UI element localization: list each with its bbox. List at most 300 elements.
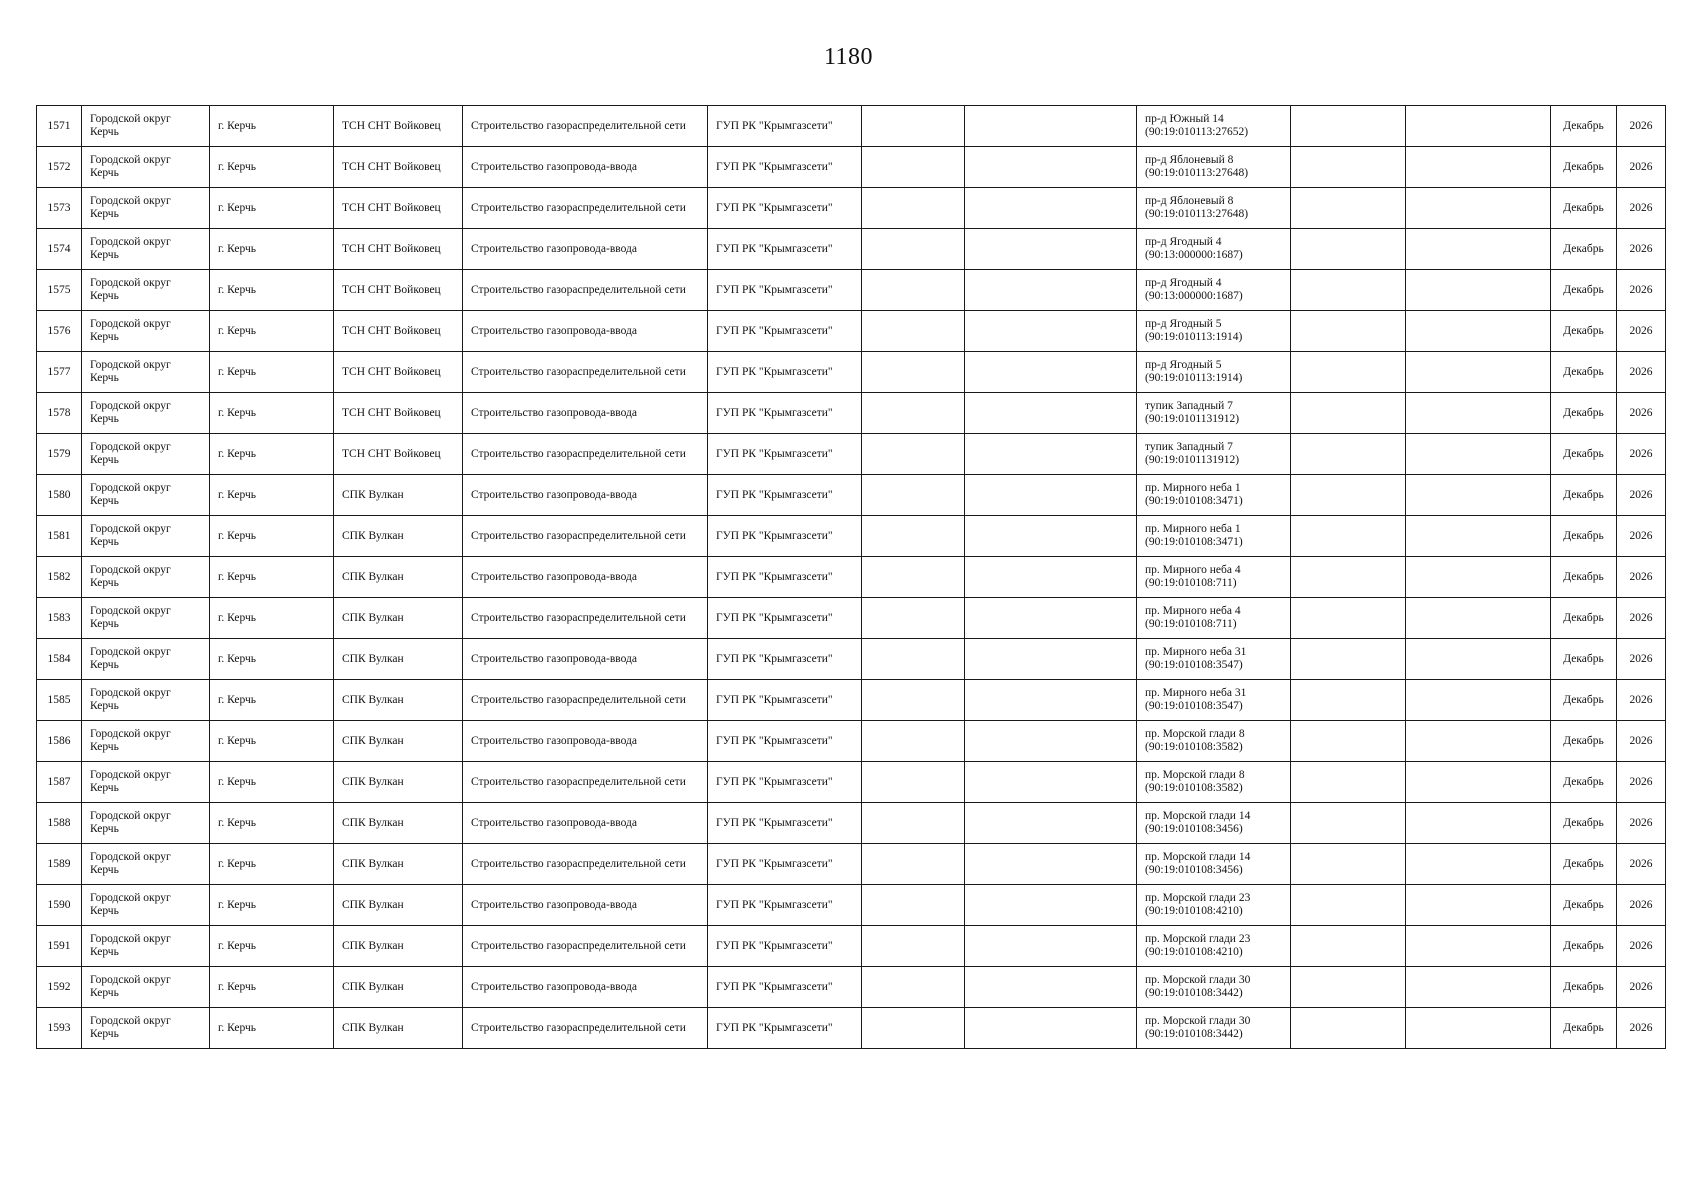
blank-col-1-cell — [862, 639, 965, 680]
city-cell: г. Керчь — [210, 516, 334, 557]
blank-col-2-cell — [965, 475, 1137, 516]
organization-cell: СПК Вулкан — [334, 926, 463, 967]
contractor-cell: ГУП РК "Крымгазсети" — [708, 229, 862, 270]
blank-col-1-cell — [862, 926, 965, 967]
year-cell: 2026 — [1617, 844, 1666, 885]
municipality-cell: Городской округ Керчь — [82, 106, 210, 147]
municipality-cell: Городской округ Керчь — [82, 270, 210, 311]
table-row — [37, 926, 1666, 967]
month-cell: Декабрь — [1551, 188, 1617, 229]
work-type-cell: Строительство газораспределительной сети — [463, 270, 708, 311]
blank-col-3-cell — [1291, 475, 1406, 516]
organization-cell: ТСН СНТ Войковец — [334, 229, 463, 270]
city-cell: г. Керчь — [210, 844, 334, 885]
year-cell: 2026 — [1617, 557, 1666, 598]
blank-col-1-cell — [862, 967, 965, 1008]
blank-col-2-cell — [965, 844, 1137, 885]
year-cell: 2026 — [1617, 885, 1666, 926]
address-cell: пр. Мирного неба 31 (90:19:010108:3547) — [1137, 680, 1291, 721]
work-type-cell: Строительство газораспределительной сети — [463, 516, 708, 557]
municipality-cell: Городской округ Керчь — [82, 434, 210, 475]
table-row — [37, 188, 1666, 229]
organization-cell: ТСН СНТ Войковец — [334, 393, 463, 434]
address-cell: пр. Морской глади 30 (90:19:010108:3442) — [1137, 1008, 1291, 1049]
year-cell: 2026 — [1617, 106, 1666, 147]
city-cell: г. Керчь — [210, 352, 334, 393]
work-type-cell: Строительство газораспределительной сети — [463, 1008, 708, 1049]
blank-col-4-cell — [1406, 188, 1551, 229]
row-number-cell: 1582 — [37, 557, 82, 598]
blank-col-2-cell — [965, 393, 1137, 434]
blank-col-3-cell — [1291, 557, 1406, 598]
year-cell: 2026 — [1617, 762, 1666, 803]
blank-col-2-cell — [965, 229, 1137, 270]
blank-col-1-cell — [862, 311, 965, 352]
row-number-cell: 1572 — [37, 147, 82, 188]
blank-col-4-cell — [1406, 598, 1551, 639]
year-cell: 2026 — [1617, 967, 1666, 1008]
year-cell: 2026 — [1617, 1008, 1666, 1049]
blank-col-1-cell — [862, 188, 965, 229]
year-cell: 2026 — [1617, 229, 1666, 270]
address-cell: пр-д Ягодный 4 (90:13:000000:1687) — [1137, 229, 1291, 270]
blank-col-3-cell — [1291, 434, 1406, 475]
table-row — [37, 270, 1666, 311]
organization-cell: ТСН СНТ Войковец — [334, 311, 463, 352]
address-cell: пр-д Ягодный 5 (90:19:010113:1914) — [1137, 311, 1291, 352]
blank-col-1-cell — [862, 885, 965, 926]
blank-col-4-cell — [1406, 270, 1551, 311]
organization-cell: СПК Вулкан — [334, 557, 463, 598]
work-type-cell: Строительство газопровода-ввода — [463, 229, 708, 270]
contractor-cell: ГУП РК "Крымгазсети" — [708, 311, 862, 352]
blank-col-1-cell — [862, 147, 965, 188]
blank-col-2-cell — [965, 803, 1137, 844]
year-cell: 2026 — [1617, 270, 1666, 311]
contractor-cell: ГУП РК "Крымгазсети" — [708, 434, 862, 475]
city-cell: г. Керчь — [210, 434, 334, 475]
year-cell: 2026 — [1617, 598, 1666, 639]
blank-col-4-cell — [1406, 393, 1551, 434]
row-number-cell: 1571 — [37, 106, 82, 147]
blank-col-1-cell — [862, 598, 965, 639]
blank-col-1-cell — [862, 352, 965, 393]
month-cell: Декабрь — [1551, 147, 1617, 188]
blank-col-1-cell — [862, 721, 965, 762]
contractor-cell: ГУП РК "Крымгазсети" — [708, 106, 862, 147]
blank-col-4-cell — [1406, 229, 1551, 270]
blank-col-4-cell — [1406, 680, 1551, 721]
city-cell: г. Керчь — [210, 270, 334, 311]
blank-col-4-cell — [1406, 475, 1551, 516]
blank-col-2-cell — [965, 147, 1137, 188]
blank-col-3-cell — [1291, 270, 1406, 311]
row-number-cell: 1577 — [37, 352, 82, 393]
blank-col-2-cell — [965, 885, 1137, 926]
blank-col-2-cell — [965, 721, 1137, 762]
contractor-cell: ГУП РК "Крымгазсети" — [708, 1008, 862, 1049]
row-number-cell: 1590 — [37, 885, 82, 926]
year-cell: 2026 — [1617, 434, 1666, 475]
month-cell: Декабрь — [1551, 926, 1617, 967]
city-cell: г. Керчь — [210, 885, 334, 926]
month-cell: Декабрь — [1551, 762, 1617, 803]
contractor-cell: ГУП РК "Крымгазсети" — [708, 680, 862, 721]
table-row — [37, 434, 1666, 475]
row-number-cell: 1583 — [37, 598, 82, 639]
month-cell: Декабрь — [1551, 270, 1617, 311]
month-cell: Декабрь — [1551, 803, 1617, 844]
blank-col-1-cell — [862, 516, 965, 557]
blank-col-3-cell — [1291, 188, 1406, 229]
organization-cell: СПК Вулкан — [334, 475, 463, 516]
contractor-cell: ГУП РК "Крымгазсети" — [708, 188, 862, 229]
organization-cell: СПК Вулкан — [334, 762, 463, 803]
table-row — [37, 885, 1666, 926]
year-cell: 2026 — [1617, 926, 1666, 967]
month-cell: Декабрь — [1551, 721, 1617, 762]
month-cell: Декабрь — [1551, 680, 1617, 721]
address-cell: пр. Мирного неба 4 (90:19:010108:711) — [1137, 557, 1291, 598]
address-cell: пр. Морской глади 8 (90:19:010108:3582) — [1137, 721, 1291, 762]
address-cell: пр. Мирного неба 4 (90:19:010108:711) — [1137, 598, 1291, 639]
table-row — [37, 393, 1666, 434]
blank-col-1-cell — [862, 106, 965, 147]
contractor-cell: ГУП РК "Крымгазсети" — [708, 926, 862, 967]
municipality-cell: Городской округ Керчь — [82, 598, 210, 639]
year-cell: 2026 — [1617, 311, 1666, 352]
blank-col-4-cell — [1406, 639, 1551, 680]
table-row — [37, 598, 1666, 639]
municipality-cell: Городской округ Керчь — [82, 557, 210, 598]
blank-col-1-cell — [862, 229, 965, 270]
row-number-cell: 1579 — [37, 434, 82, 475]
city-cell: г. Керчь — [210, 311, 334, 352]
blank-col-3-cell — [1291, 1008, 1406, 1049]
city-cell: г. Керчь — [210, 803, 334, 844]
blank-col-3-cell — [1291, 762, 1406, 803]
blank-col-3-cell — [1291, 229, 1406, 270]
blank-col-4-cell — [1406, 844, 1551, 885]
municipality-cell: Городской округ Керчь — [82, 762, 210, 803]
organization-cell: СПК Вулкан — [334, 967, 463, 1008]
blank-col-2-cell — [965, 557, 1137, 598]
contractor-cell: ГУП РК "Крымгазсети" — [708, 557, 862, 598]
row-number-cell: 1586 — [37, 721, 82, 762]
municipality-cell: Городской округ Керчь — [82, 475, 210, 516]
table-row — [37, 475, 1666, 516]
work-type-cell: Строительство газораспределительной сети — [463, 434, 708, 475]
blank-col-2-cell — [965, 188, 1137, 229]
organization-cell: СПК Вулкан — [334, 721, 463, 762]
municipality-cell: Городской округ Керчь — [82, 147, 210, 188]
row-number-cell: 1585 — [37, 680, 82, 721]
contractor-cell: ГУП РК "Крымгазсети" — [708, 721, 862, 762]
municipality-cell: Городской округ Керчь — [82, 721, 210, 762]
blank-col-2-cell — [965, 270, 1137, 311]
work-type-cell: Строительство газопровода-ввода — [463, 393, 708, 434]
month-cell: Декабрь — [1551, 598, 1617, 639]
city-cell: г. Керчь — [210, 598, 334, 639]
month-cell: Декабрь — [1551, 106, 1617, 147]
municipality-cell: Городской округ Керчь — [82, 311, 210, 352]
contractor-cell: ГУП РК "Крымгазсети" — [708, 762, 862, 803]
blank-col-1-cell — [862, 434, 965, 475]
contractor-cell: ГУП РК "Крымгазсети" — [708, 967, 862, 1008]
organization-cell: СПК Вулкан — [334, 639, 463, 680]
blank-col-3-cell — [1291, 680, 1406, 721]
contractor-cell: ГУП РК "Крымгазсети" — [708, 885, 862, 926]
municipality-cell: Городской округ Керчь — [82, 844, 210, 885]
table-row — [37, 721, 1666, 762]
blank-col-1-cell — [862, 803, 965, 844]
city-cell: г. Керчь — [210, 557, 334, 598]
blank-col-3-cell — [1291, 516, 1406, 557]
municipality-cell: Городской округ Керчь — [82, 188, 210, 229]
city-cell: г. Керчь — [210, 926, 334, 967]
month-cell: Декабрь — [1551, 639, 1617, 680]
month-cell: Декабрь — [1551, 434, 1617, 475]
table-row — [37, 639, 1666, 680]
year-cell: 2026 — [1617, 147, 1666, 188]
month-cell: Декабрь — [1551, 557, 1617, 598]
blank-col-4-cell — [1406, 352, 1551, 393]
blank-col-4-cell — [1406, 762, 1551, 803]
month-cell: Декабрь — [1551, 393, 1617, 434]
organization-cell: СПК Вулкан — [334, 680, 463, 721]
blank-col-2-cell — [965, 680, 1137, 721]
table-row — [37, 1008, 1666, 1049]
work-type-cell: Строительство газораспределительной сети — [463, 352, 708, 393]
blank-col-1-cell — [862, 680, 965, 721]
blank-col-4-cell — [1406, 434, 1551, 475]
municipality-cell: Городской округ Керчь — [82, 516, 210, 557]
month-cell: Декабрь — [1551, 475, 1617, 516]
work-type-cell: Строительство газораспределительной сети — [463, 188, 708, 229]
month-cell: Декабрь — [1551, 352, 1617, 393]
table-row — [37, 967, 1666, 1008]
registry-table — [36, 105, 1666, 1049]
address-cell: пр. Мирного неба 1 (90:19:010108:3471) — [1137, 475, 1291, 516]
blank-col-1-cell — [862, 762, 965, 803]
contractor-cell: ГУП РК "Крымгазсети" — [708, 639, 862, 680]
work-type-cell: Строительство газопровода-ввода — [463, 885, 708, 926]
work-type-cell: Строительство газораспределительной сети — [463, 844, 708, 885]
blank-col-3-cell — [1291, 885, 1406, 926]
contractor-cell: ГУП РК "Крымгазсети" — [708, 598, 862, 639]
blank-col-2-cell — [965, 598, 1137, 639]
blank-col-2-cell — [965, 926, 1137, 967]
work-type-cell: Строительство газопровода-ввода — [463, 721, 708, 762]
city-cell: г. Керчь — [210, 188, 334, 229]
blank-col-3-cell — [1291, 147, 1406, 188]
table-row — [37, 557, 1666, 598]
contractor-cell: ГУП РК "Крымгазсети" — [708, 844, 862, 885]
work-type-cell: Строительство газопровода-ввода — [463, 639, 708, 680]
city-cell: г. Керчь — [210, 229, 334, 270]
blank-col-1-cell — [862, 557, 965, 598]
contractor-cell: ГУП РК "Крымгазсети" — [708, 352, 862, 393]
municipality-cell: Городской округ Керчь — [82, 680, 210, 721]
municipality-cell: Городской округ Керчь — [82, 803, 210, 844]
municipality-cell: Городской округ Керчь — [82, 885, 210, 926]
work-type-cell: Строительство газораспределительной сети — [463, 598, 708, 639]
city-cell: г. Керчь — [210, 721, 334, 762]
table-row — [37, 311, 1666, 352]
row-number-cell: 1592 — [37, 967, 82, 1008]
organization-cell: СПК Вулкан — [334, 1008, 463, 1049]
city-cell: г. Керчь — [210, 762, 334, 803]
blank-col-3-cell — [1291, 639, 1406, 680]
address-cell: пр-д Южный 14 (90:19:010113:27652) — [1137, 106, 1291, 147]
municipality-cell: Городской округ Керчь — [82, 639, 210, 680]
organization-cell: ТСН СНТ Войковец — [334, 352, 463, 393]
address-cell: пр-д Ягодный 4 (90:13:000000:1687) — [1137, 270, 1291, 311]
city-cell: г. Керчь — [210, 147, 334, 188]
address-cell: пр. Мирного неба 1 (90:19:010108:3471) — [1137, 516, 1291, 557]
address-cell: пр. Морской глади 23 (90:19:010108:4210) — [1137, 885, 1291, 926]
blank-col-1-cell — [862, 270, 965, 311]
month-cell: Декабрь — [1551, 1008, 1617, 1049]
year-cell: 2026 — [1617, 475, 1666, 516]
contractor-cell: ГУП РК "Крымгазсети" — [708, 270, 862, 311]
organization-cell: ТСН СНТ Войковец — [334, 270, 463, 311]
work-type-cell: Строительство газораспределительной сети — [463, 926, 708, 967]
blank-col-1-cell — [862, 1008, 965, 1049]
table-row — [37, 229, 1666, 270]
city-cell: г. Керчь — [210, 1008, 334, 1049]
row-number-cell: 1588 — [37, 803, 82, 844]
blank-col-2-cell — [965, 1008, 1137, 1049]
blank-col-4-cell — [1406, 557, 1551, 598]
organization-cell: ТСН СНТ Войковец — [334, 147, 463, 188]
work-type-cell: Строительство газораспределительной сети — [463, 106, 708, 147]
blank-col-3-cell — [1291, 598, 1406, 639]
work-type-cell: Строительство газораспределительной сети — [463, 680, 708, 721]
year-cell: 2026 — [1617, 803, 1666, 844]
work-type-cell: Строительство газопровода-ввода — [463, 803, 708, 844]
organization-cell: СПК Вулкан — [334, 885, 463, 926]
city-cell: г. Керчь — [210, 967, 334, 1008]
work-type-cell: Строительство газопровода-ввода — [463, 147, 708, 188]
contractor-cell: ГУП РК "Крымгазсети" — [708, 393, 862, 434]
year-cell: 2026 — [1617, 680, 1666, 721]
blank-col-2-cell — [965, 639, 1137, 680]
city-cell: г. Керчь — [210, 680, 334, 721]
organization-cell: ТСН СНТ Войковец — [334, 106, 463, 147]
address-cell: пр. Морской глади 14 (90:19:010108:3456) — [1137, 803, 1291, 844]
address-cell: пр. Морской глади 8 (90:19:010108:3582) — [1137, 762, 1291, 803]
blank-col-2-cell — [965, 311, 1137, 352]
row-number-cell: 1587 — [37, 762, 82, 803]
table-body — [37, 106, 1666, 1049]
contractor-cell: ГУП РК "Крымгазсети" — [708, 147, 862, 188]
blank-col-1-cell — [862, 475, 965, 516]
month-cell: Декабрь — [1551, 844, 1617, 885]
organization-cell: СПК Вулкан — [334, 598, 463, 639]
organization-cell: СПК Вулкан — [334, 844, 463, 885]
municipality-cell: Городской округ Керчь — [82, 967, 210, 1008]
row-number-cell: 1576 — [37, 311, 82, 352]
blank-col-1-cell — [862, 393, 965, 434]
blank-col-4-cell — [1406, 803, 1551, 844]
blank-col-4-cell — [1406, 1008, 1551, 1049]
blank-col-2-cell — [965, 106, 1137, 147]
city-cell: г. Керчь — [210, 106, 334, 147]
blank-col-4-cell — [1406, 967, 1551, 1008]
table-row — [37, 803, 1666, 844]
month-cell: Декабрь — [1551, 885, 1617, 926]
blank-col-4-cell — [1406, 516, 1551, 557]
year-cell: 2026 — [1617, 639, 1666, 680]
address-cell: тупик Западный 7 (90:19:0101131912) — [1137, 434, 1291, 475]
row-number-cell: 1573 — [37, 188, 82, 229]
blank-col-3-cell — [1291, 844, 1406, 885]
blank-col-3-cell — [1291, 393, 1406, 434]
address-cell: пр-д Ягодный 5 (90:19:010113:1914) — [1137, 352, 1291, 393]
blank-col-1-cell — [862, 844, 965, 885]
row-number-cell: 1580 — [37, 475, 82, 516]
row-number-cell: 1574 — [37, 229, 82, 270]
city-cell: г. Керчь — [210, 475, 334, 516]
blank-col-4-cell — [1406, 885, 1551, 926]
blank-col-3-cell — [1291, 967, 1406, 1008]
address-cell: пр. Мирного неба 31 (90:19:010108:3547) — [1137, 639, 1291, 680]
contractor-cell: ГУП РК "Крымгазсети" — [708, 475, 862, 516]
address-cell: пр. Морской глади 23 (90:19:010108:4210) — [1137, 926, 1291, 967]
year-cell: 2026 — [1617, 188, 1666, 229]
address-cell: пр. Морской глади 14 (90:19:010108:3456) — [1137, 844, 1291, 885]
row-number-cell: 1593 — [37, 1008, 82, 1049]
row-number-cell: 1591 — [37, 926, 82, 967]
organization-cell: ТСН СНТ Войковец — [334, 434, 463, 475]
table-row — [37, 762, 1666, 803]
blank-col-4-cell — [1406, 147, 1551, 188]
year-cell: 2026 — [1617, 352, 1666, 393]
table-row — [37, 106, 1666, 147]
row-number-cell: 1581 — [37, 516, 82, 557]
contractor-cell: ГУП РК "Крымгазсети" — [708, 803, 862, 844]
blank-col-2-cell — [965, 762, 1137, 803]
year-cell: 2026 — [1617, 393, 1666, 434]
organization-cell: ТСН СНТ Войковец — [334, 188, 463, 229]
year-cell: 2026 — [1617, 516, 1666, 557]
municipality-cell: Городской округ Керчь — [82, 393, 210, 434]
table-row — [37, 516, 1666, 557]
row-number-cell: 1578 — [37, 393, 82, 434]
blank-col-2-cell — [965, 352, 1137, 393]
month-cell: Декабрь — [1551, 311, 1617, 352]
city-cell: г. Керчь — [210, 393, 334, 434]
work-type-cell: Строительство газораспределительной сети — [463, 762, 708, 803]
city-cell: г. Керчь — [210, 639, 334, 680]
contractor-cell: ГУП РК "Крымгазсети" — [708, 516, 862, 557]
row-number-cell: 1584 — [37, 639, 82, 680]
municipality-cell: Городской округ Керчь — [82, 926, 210, 967]
work-type-cell: Строительство газопровода-ввода — [463, 311, 708, 352]
address-cell: тупик Западный 7 (90:19:0101131912) — [1137, 393, 1291, 434]
month-cell: Декабрь — [1551, 229, 1617, 270]
row-number-cell: 1575 — [37, 270, 82, 311]
blank-col-3-cell — [1291, 311, 1406, 352]
blank-col-4-cell — [1406, 311, 1551, 352]
blank-col-3-cell — [1291, 926, 1406, 967]
year-cell: 2026 — [1617, 721, 1666, 762]
municipality-cell: Городской округ Керчь — [82, 229, 210, 270]
municipality-cell: Городской округ Керчь — [82, 352, 210, 393]
blank-col-4-cell — [1406, 926, 1551, 967]
table-row — [37, 844, 1666, 885]
